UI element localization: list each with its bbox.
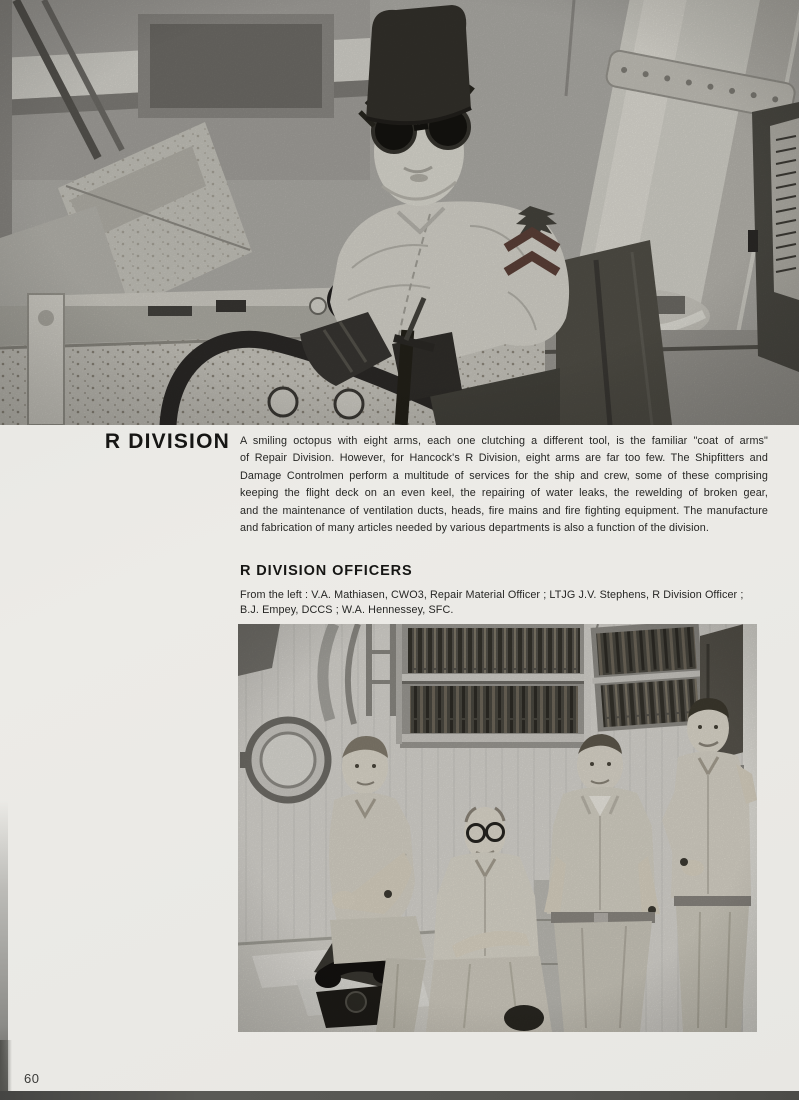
section-heading-r-division: R DIVISION xyxy=(104,430,230,453)
photo-sailor-illustration xyxy=(0,0,799,425)
photo-sailor-workbench xyxy=(0,0,799,425)
description-line: A smiling octopus with eight arms, each one clutching a different tool, is the familiar "coat of arms" xyxy=(240,435,768,447)
section-heading-officers: R DIVISION OFFICERS xyxy=(240,563,413,579)
photo-officers-illustration xyxy=(238,624,757,1032)
description-line: and fabrication of many articles needed by various departments is also a function of the division. xyxy=(240,522,709,535)
description-line: Damage Controlmen perform a multitude of services for the ship and crew, some of these comprising xyxy=(240,469,768,482)
scan-edge-bottom xyxy=(0,1091,799,1100)
description-line: and the maintenance of ventilation ducts, heads, fire mains and fire fighting equipment. The manufacture xyxy=(240,504,768,517)
division-description xyxy=(240,433,768,538)
description-line: keeping the flight deck on an even keel, the repairing of water leaks, the rewelding of broken gear, xyxy=(240,487,768,500)
caption-line: From the left : V.A. Mathiasen, CWO3, Repair Material Officer ; LTJG J.V. Stephens, R Division Officer ; xyxy=(240,589,744,601)
officers-caption xyxy=(240,588,780,619)
photo-officers-group xyxy=(238,624,757,1032)
caption-line: B.J. Empey, DCCS ; W.A. Hennessey, SFC. xyxy=(240,604,454,617)
page-number: 60 xyxy=(24,1071,40,1086)
description-line: of Repair Division. However, for Hancock's R Division, eight arms are far too few. The Shipfitters and xyxy=(240,452,768,465)
